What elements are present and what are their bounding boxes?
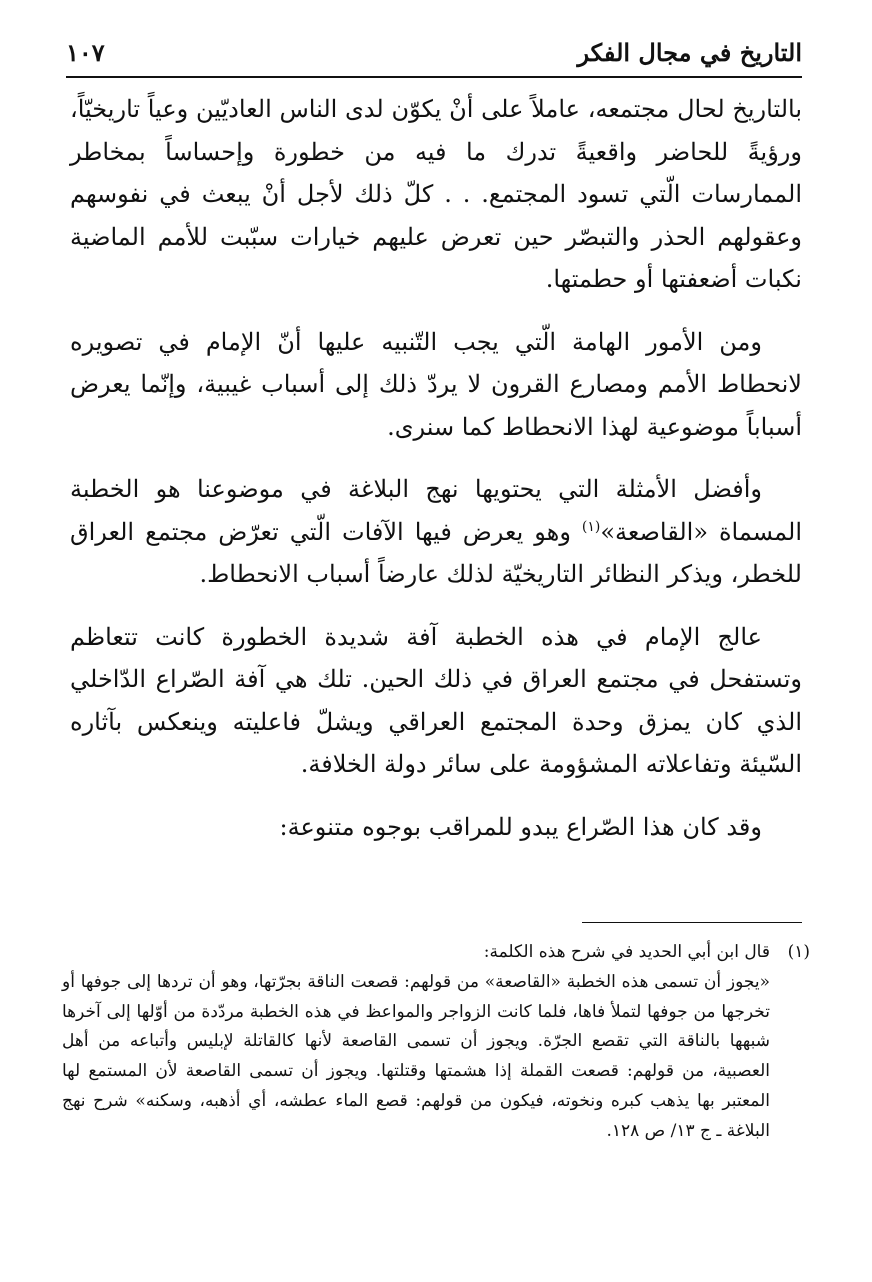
footnote-quote: «يجوز أن تسمى هذه الخطبة «القاصعة» من قولهم: قصعت الناقة بجرّتها، وهو أن تردها إلى جوفها أو تخرجها من جوفها لتملأ فاها، فلما كانت الزواجر والمواعظ في هذه الخطبة مردّدة من أوّلها إلى آخرها شبهها بالناقة التي تقصع الجرّة. ويجوز أن تسمى القاصعة لأنها كالقاتلة لإبليس وأتباعه من أهل العصبية، من قولهم: قصعت القملة إذا هشمتها وقتلتها. ويجوز أن تسمى القاصعة لأن المستمع لها المعتبر بها يذهب كبره ونخوته، فيكون من قولهم: قصع الماء عطشه، أي أذهبه، وسكنه» شرح نهج البلاغة ـ ج ١٣/ ص ١٢٨.	[62, 971, 770, 1141]
running-title: التاريخ في مجال الفكر	[577, 37, 802, 67]
paragraph-1: بالتاريخ لحال مجتمعه، عاملاً على أنْ يكوّن لدى الناس العاديّين وعياً تاريخيّاً، ورؤيةً للحاضر واقعيةً تدرك ما فيه من خطورة وإحساساً بمخاطر الممارسات الّتي تسود المجتمع. . . كلّ ذلك لأجل أنْ يبعث في نفوسهم وعقولهم الحذر والتبصّر حين تعرض عليهم خيارات سبّبت للأمم الماضية نكبات أضعفتها أو حطمتها.	[70, 95, 803, 293]
footnote-1	[62, 938, 810, 968]
paragraph-3	[70, 468, 802, 596]
paragraph-3-text-before: وأفضل الأمثلة التي يحتويها نهج البلاغة في موضوعنا هو الخطبة المسماة «القاصعة»	[70, 475, 803, 546]
footnote-number: (١)	[787, 942, 810, 962]
footnote-rule	[582, 922, 802, 923]
footnotes	[62, 938, 810, 1147]
paragraph-3-text-after: وهو يعرض فيها الآفات الّتي تعرّض مجتمع العراق للخطر، ويذكر النظائر التاريخيّة لذلك عارضاً أسباب الانحطاط.	[70, 517, 802, 588]
footnote-reference: (١)	[581, 518, 601, 535]
footnote-intro: قال ابن أبي الحديد في شرح هذه الكلمة:	[483, 942, 770, 962]
paragraph-2: ومن الأمور الهامة الّتي يجب التّنبيه عليها أنّ الإمام في تصويره لانحطاط الأمم ومصارع القرون لا يردّ ذلك إلى أسباب غيبية، وإنّما يعرض أسباباً موضوعية لهذا الانحطاط كما سنرى.	[70, 327, 802, 441]
page-number: ١٠٧	[66, 37, 105, 67]
main-text	[70, 88, 802, 868]
paragraph-5: وقد كان هذا الصّراع يبدو للمراقب بوجوه متنوعة:	[279, 812, 762, 841]
page-header	[66, 30, 802, 74]
header-rule	[66, 76, 802, 78]
paragraph-4: عالج الإمام في هذه الخطبة آفة شديدة الخطورة كانت تتعاظم وتستفحل في مجتمع العراق في ذلك الحين. تلك هي آفة الصّراع الدّاخلي الذي كان يمزق وحدة المجتمع العراقي ويشلّ فاعليته وينعكس بآثاره السّيئة وتفاعلاته المشؤومة على سائر دولة الخلافة.	[70, 622, 802, 778]
